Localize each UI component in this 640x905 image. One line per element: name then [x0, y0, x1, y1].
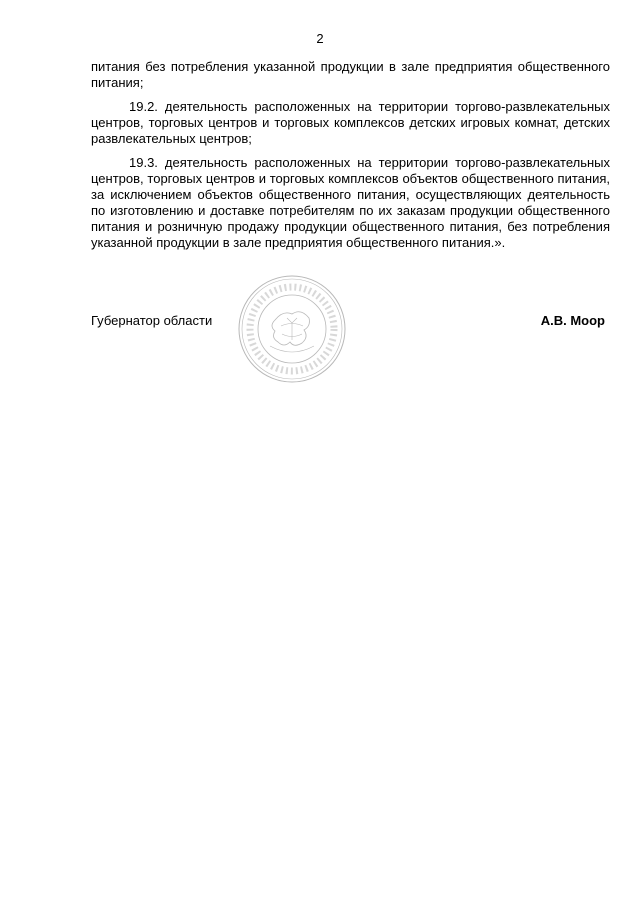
signatory-title: Губернатор области — [91, 313, 213, 328]
signatory-name: А.В. Моор — [540, 313, 605, 328]
paragraph-19-3: 19.3. деятельность расположенных на территории торгово-развлекательных центров, торговых центров и торговых комплексов объектов общественного питания, за исключением объектов общественного питания, осуществляющих деятельность по изготовлению и доставке потребителям по их заказам продукции общественного питания и розничную продажу продукции общественного питания, без потребления указанной продукции в зале предприятия общественного питания.». — [91, 155, 610, 250]
official-seal-icon — [237, 274, 347, 384]
paragraph-19-2: 19.2. деятельность расположенных на территории торгово-развлекательных центров, торговых центров и торговых комплексов детских игровых комнат, детских развлекательных центров; — [91, 99, 610, 146]
page-number: 2 — [316, 31, 324, 46]
document-body — [91, 59, 610, 251]
paragraph-continuation: питания без потребления указанной продукции в зале предприятия общественного питания; — [91, 59, 610, 90]
